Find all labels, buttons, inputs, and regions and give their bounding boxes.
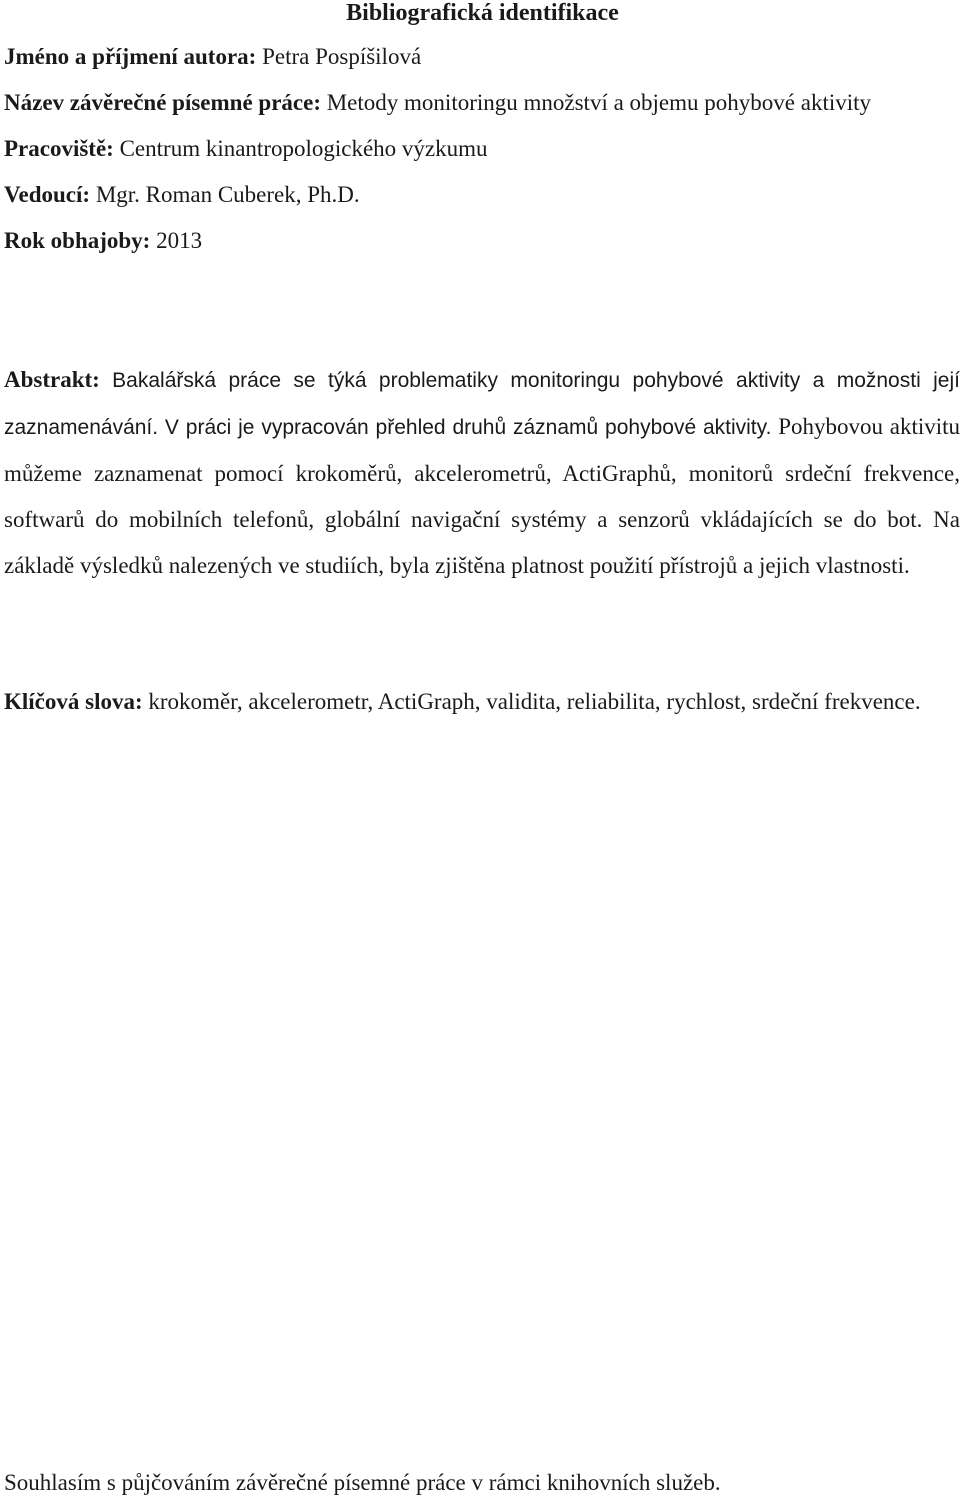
defense-year-label: Rok obhajoby: <box>4 228 151 253</box>
thesis-title-label: Název závěrečné písemné práce: <box>4 90 321 115</box>
author-line <box>4 34 954 80</box>
defense-year-line <box>4 218 954 264</box>
abstract-text-part2: Pohybovou aktivitu můžeme zaznamenat pomocí krokoměrů, akcelerometrů, ActiGraphů, monitorů srdeční frekvence, softwarů do mobilních telefonů, globální navigační systémy a senzorů vkládajících se do bot. Na základě výsledků nalezených ve studiích, byla zjištěna platnost použití přístrojů a jejich vlastnosti. <box>4 414 960 578</box>
abstract-text-part1: Bakalářská práce se týká problematiky monitoringu pohybové aktivity a možnosti její zaznamenávání. V práci je vypracován přehled druhů záznamů pohybové aktivity. <box>4 369 960 439</box>
thesis-title-line <box>4 80 954 126</box>
library-consent-statement: Souhlasím s půjčováním závěrečné písemné práce v rámci knihovních služeb. <box>4 1470 721 1495</box>
supervisor-value: Mgr. Roman Cuberek, Ph.D. <box>95 182 360 207</box>
defense-year-value: 2013 <box>156 228 203 253</box>
author-value: Petra Pospíšilová <box>262 44 422 69</box>
supervisor-line <box>4 172 954 218</box>
workplace-value: Centrum kinantropologického výzkumu <box>119 136 488 161</box>
thesis-title-value: Metody monitoringu množství a objemu pohybové aktivity <box>326 90 872 115</box>
keywords-label: Klíčová slova: <box>4 689 143 714</box>
workplace-label: Pracoviště: <box>4 136 114 161</box>
bibliographic-metadata <box>4 34 954 264</box>
abstract-paragraph <box>4 357 960 589</box>
keywords-value: krokoměr, akcelerometr, ActiGraph, validita, reliabilita, rychlost, srdeční frekvence. <box>148 689 921 714</box>
page-title: Bibliografická identifikace <box>346 0 619 26</box>
supervisor-label: Vedoucí: <box>4 182 91 207</box>
author-label: Jméno a příjmení autora: <box>4 44 257 69</box>
abstract-label: Abstrakt: <box>4 367 100 392</box>
keywords-paragraph <box>4 679 954 725</box>
workplace-line <box>4 126 954 172</box>
